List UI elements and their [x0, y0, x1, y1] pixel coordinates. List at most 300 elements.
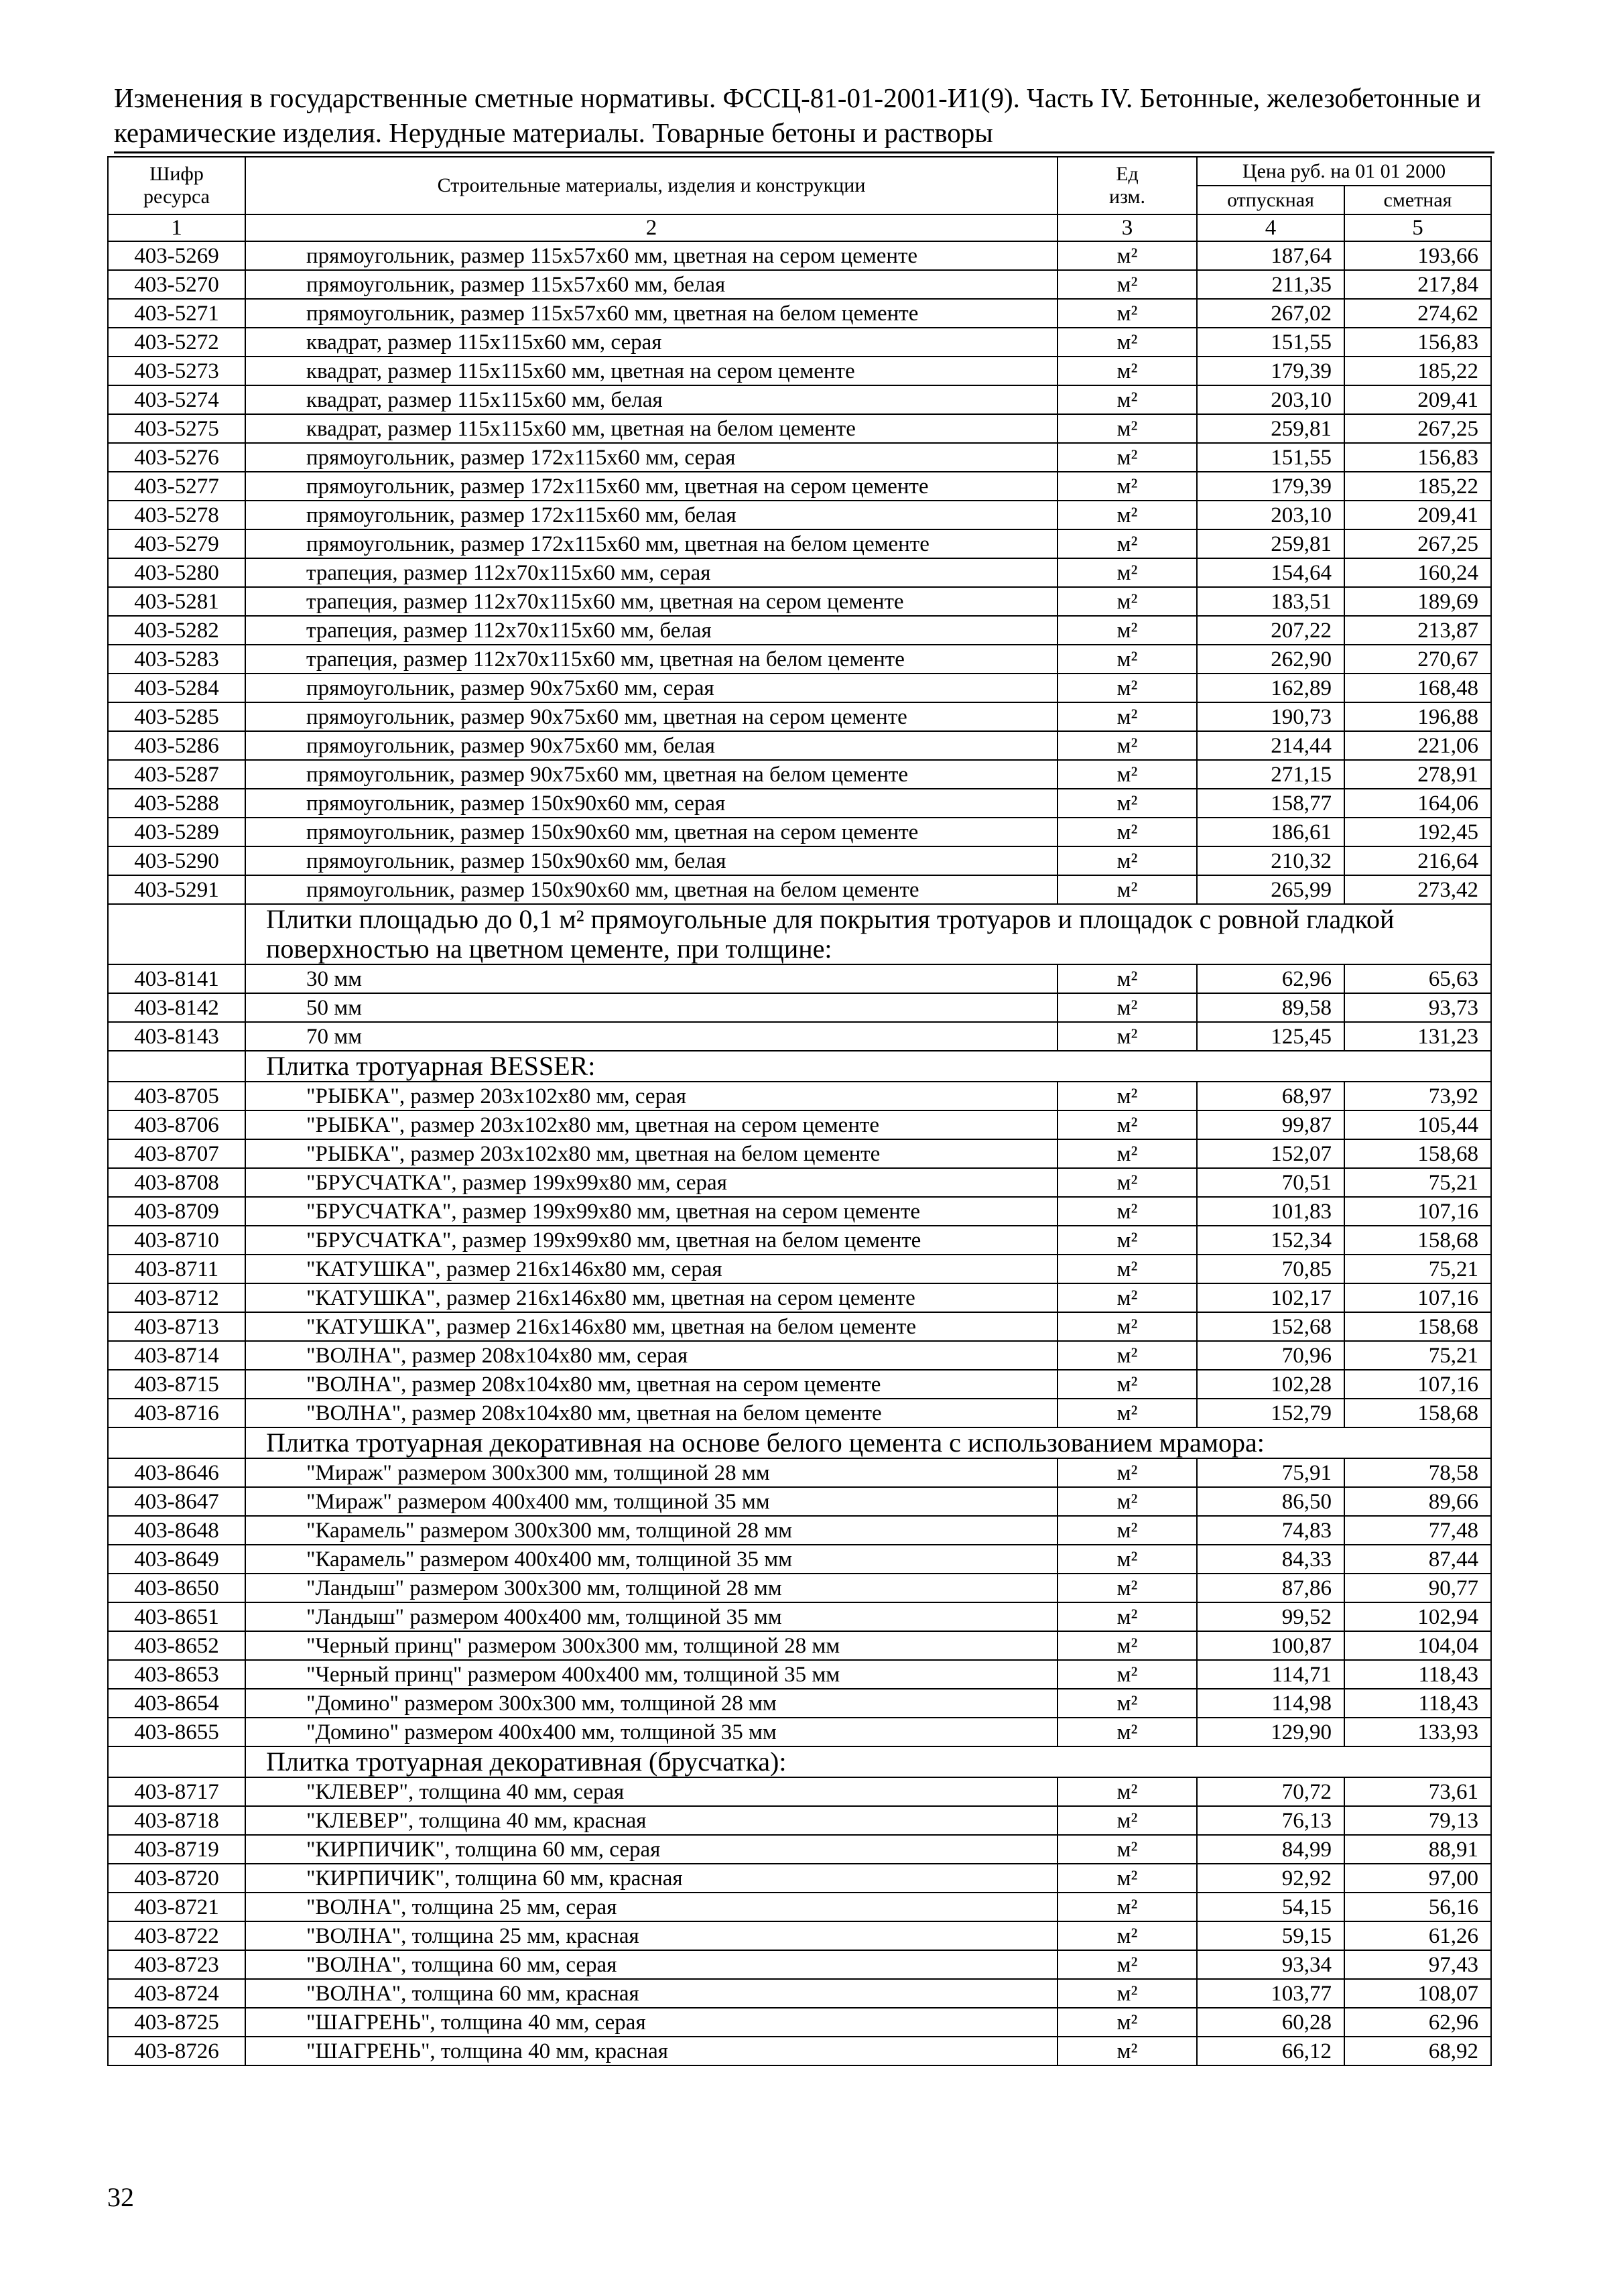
- unit-cell: м²: [1058, 731, 1197, 760]
- release-price-cell: 151,55: [1197, 328, 1344, 357]
- table-row: [108, 1835, 1491, 1864]
- unit-cell: м²: [1058, 558, 1197, 587]
- resource-code-cell: 403-5289: [108, 818, 245, 846]
- estimate-price-cell: 196,88: [1344, 702, 1491, 731]
- description-cell: прямоугольник, размер 150x90x60 мм, цветная на белом цементе: [245, 875, 1058, 904]
- unit-cell: м²: [1058, 1806, 1197, 1835]
- unit-cell: м²: [1058, 1950, 1197, 1979]
- estimate-price-cell: 189,69: [1344, 587, 1491, 616]
- unit-cell: м²: [1058, 1835, 1197, 1864]
- estimate-price-cell: 168,48: [1344, 674, 1491, 702]
- release-price-cell: 210,32: [1197, 846, 1344, 875]
- release-price-cell: 129,90: [1197, 1718, 1344, 1746]
- table-row: [108, 587, 1491, 616]
- table-row: [108, 616, 1491, 645]
- resource-code-cell: 403-8711: [108, 1255, 245, 1283]
- unit-cell: м²: [1058, 1341, 1197, 1370]
- release-price-cell: 271,15: [1197, 760, 1344, 789]
- unit-cell: м²: [1058, 674, 1197, 702]
- description-cell: "РЫБКА", размер 203x102x80 мм, цветная на белом цементе: [245, 1139, 1058, 1168]
- release-price-header: отпускная: [1197, 186, 1344, 214]
- resource-code-cell: 403-8655: [108, 1718, 245, 1746]
- description-cell: прямоугольник, размер 90x75x60 мм, цветная на белом цементе: [245, 760, 1058, 789]
- unit-column-header: Ед изм.: [1058, 157, 1197, 214]
- release-price-cell: 152,79: [1197, 1399, 1344, 1427]
- release-price-cell: 152,68: [1197, 1312, 1344, 1341]
- table-row: [108, 472, 1491, 501]
- estimate-price-cell: 267,25: [1344, 414, 1491, 443]
- table-row: [108, 241, 1491, 270]
- resource-code-cell: 403-5280: [108, 558, 245, 587]
- table-row: [108, 1341, 1491, 1370]
- resource-code-cell: 403-8719: [108, 1835, 245, 1864]
- release-price-cell: 70,85: [1197, 1255, 1344, 1283]
- unit-cell: м²: [1058, 299, 1197, 328]
- page-number: 32: [107, 2182, 134, 2212]
- description-cell: трапеция, размер 112x70x115x60 мм, цветная на сером цементе: [245, 587, 1058, 616]
- estimate-price-cell: 107,16: [1344, 1370, 1491, 1399]
- release-price-cell: 207,22: [1197, 616, 1344, 645]
- release-price-cell: 54,15: [1197, 1893, 1344, 1921]
- unit-cell: м²: [1058, 1487, 1197, 1516]
- resource-code-cell: 403-8654: [108, 1689, 245, 1718]
- description-cell: "ШАГРЕНЬ", толщина 40 мм, красная: [245, 2037, 1058, 2065]
- release-price-cell: 262,90: [1197, 645, 1344, 674]
- release-price-cell: 62,96: [1197, 964, 1344, 993]
- table-row: [108, 1168, 1491, 1197]
- estimate-price-cell: 88,91: [1344, 1835, 1491, 1864]
- description-cell: прямоугольник, размер 150x90x60 мм, серая: [245, 789, 1058, 818]
- release-price-cell: 152,07: [1197, 1139, 1344, 1168]
- resource-code-cell: 403-8724: [108, 1979, 245, 2008]
- description-cell: квадрат, размер 115x115x60 мм, цветная на сером цементе: [245, 357, 1058, 385]
- resource-code-cell: 403-5276: [108, 443, 245, 472]
- description-cell: "ВОЛНА", размер 208x104x80 мм, цветная на сером цементе: [245, 1370, 1058, 1399]
- resource-code-cell: 403-8712: [108, 1283, 245, 1312]
- table-row: [108, 964, 1491, 993]
- release-price-cell: 211,35: [1197, 270, 1344, 299]
- table-row: [108, 1139, 1491, 1168]
- section-row: [108, 1427, 1491, 1458]
- unit-cell: м²: [1058, 414, 1197, 443]
- release-price-cell: 259,81: [1197, 529, 1344, 558]
- estimate-price-cell: 216,64: [1344, 846, 1491, 875]
- estimate-price-cell: 73,92: [1344, 1082, 1491, 1110]
- table-row: [108, 501, 1491, 529]
- table-row: [108, 702, 1491, 731]
- resource-code-cell: 403-5284: [108, 674, 245, 702]
- description-cell: "Черный принц" размером 300x300 мм, толщиной 28 мм: [245, 1631, 1058, 1660]
- release-price-cell: 203,10: [1197, 501, 1344, 529]
- table-row: [108, 1545, 1491, 1574]
- unit-cell: м²: [1058, 443, 1197, 472]
- estimate-price-cell: 193,66: [1344, 241, 1491, 270]
- resource-code-cell: 403-5279: [108, 529, 245, 558]
- description-cell: прямоугольник, размер 90x75x60 мм, белая: [245, 731, 1058, 760]
- unit-cell: м²: [1058, 1312, 1197, 1341]
- resource-code-cell: 403-8725: [108, 2008, 245, 2037]
- unit-cell: м²: [1058, 1602, 1197, 1631]
- column-index: 2: [245, 214, 1058, 241]
- unit-cell: м²: [1058, 1283, 1197, 1312]
- resource-code-cell: 403-8707: [108, 1139, 245, 1168]
- release-price-cell: 259,81: [1197, 414, 1344, 443]
- release-price-cell: 203,10: [1197, 385, 1344, 414]
- table-row: [108, 1950, 1491, 1979]
- description-cell: прямоугольник, размер 172x115x60 мм, цветная на сером цементе: [245, 472, 1058, 501]
- resource-code-cell: 403-5278: [108, 501, 245, 529]
- resource-code-cell: 403-8649: [108, 1545, 245, 1574]
- unit-cell: м²: [1058, 1139, 1197, 1168]
- unit-cell: м²: [1058, 1516, 1197, 1545]
- estimate-price-cell: 209,41: [1344, 501, 1491, 529]
- unit-cell: м²: [1058, 587, 1197, 616]
- estimate-price-header: сметная: [1344, 186, 1491, 214]
- resource-code-cell: 403-8706: [108, 1110, 245, 1139]
- code-column-header: Шифр ресурса: [108, 157, 245, 214]
- unit-cell: м²: [1058, 1197, 1197, 1226]
- estimate-price-cell: 89,66: [1344, 1487, 1491, 1516]
- estimate-price-cell: 133,93: [1344, 1718, 1491, 1746]
- estimate-price-cell: 213,87: [1344, 616, 1491, 645]
- estimate-price-cell: 108,07: [1344, 1979, 1491, 2008]
- table-row: [108, 875, 1491, 904]
- release-price-cell: 70,96: [1197, 1341, 1344, 1370]
- table-row: [108, 1516, 1491, 1545]
- table-row: [108, 558, 1491, 587]
- resource-code-cell: 403-8721: [108, 1893, 245, 1921]
- description-cell: "Карамель" размером 300x300 мм, толщиной 28 мм: [245, 1516, 1058, 1545]
- description-cell: "Домино" размером 400x400 мм, толщиной 35 мм: [245, 1718, 1058, 1746]
- table-row: [108, 270, 1491, 299]
- table-row: [108, 1487, 1491, 1516]
- unit-cell: м²: [1058, 501, 1197, 529]
- resource-code-cell: 403-5274: [108, 385, 245, 414]
- estimate-price-cell: 75,21: [1344, 1341, 1491, 1370]
- column-index: 1: [108, 214, 245, 241]
- estimate-price-cell: 61,26: [1344, 1921, 1491, 1950]
- table-row: [108, 760, 1491, 789]
- description-cell: "БРУСЧАТКА", размер 199x99x80 мм, цветная на сером цементе: [245, 1197, 1058, 1226]
- release-price-cell: 89,58: [1197, 993, 1344, 1022]
- release-price-cell: 265,99: [1197, 875, 1344, 904]
- unit-cell: м²: [1058, 241, 1197, 270]
- resource-code-cell: 403-8708: [108, 1168, 245, 1197]
- estimate-price-cell: 65,63: [1344, 964, 1491, 993]
- estimate-price-cell: 93,73: [1344, 993, 1491, 1022]
- unit-cell: м²: [1058, 1864, 1197, 1893]
- description-cell: "КАТУШКА", размер 216x146x80 мм, цветная на сером цементе: [245, 1283, 1058, 1312]
- release-price-cell: 102,28: [1197, 1370, 1344, 1399]
- description-cell: "ШАГРЕНЬ", толщина 40 мм, серая: [245, 2008, 1058, 2037]
- release-price-cell: 267,02: [1197, 299, 1344, 328]
- resource-code-cell: 403-8648: [108, 1516, 245, 1545]
- release-price-cell: 114,71: [1197, 1660, 1344, 1689]
- description-cell: "РЫБКА", размер 203x102x80 мм, серая: [245, 1082, 1058, 1110]
- estimate-price-cell: 217,84: [1344, 270, 1491, 299]
- table-row: [108, 1197, 1491, 1226]
- column-index: 3: [1058, 214, 1197, 241]
- description-cell: 70 мм: [245, 1022, 1058, 1051]
- description-cell: "ВОЛНА", размер 208x104x80 мм, серая: [245, 1341, 1058, 1370]
- release-price-cell: 102,17: [1197, 1283, 1344, 1312]
- resource-code-cell: 403-5270: [108, 270, 245, 299]
- resource-code-cell: 403-8705: [108, 1082, 245, 1110]
- estimate-price-cell: 156,83: [1344, 328, 1491, 357]
- release-price-cell: 162,89: [1197, 674, 1344, 702]
- description-cell: прямоугольник, размер 150x90x60 мм, белая: [245, 846, 1058, 875]
- resource-code-cell: 403-8715: [108, 1370, 245, 1399]
- table-row: [108, 1806, 1491, 1835]
- description-cell: прямоугольник, размер 115x57x60 мм, белая: [245, 270, 1058, 299]
- description-cell: "КИРПИЧИК", толщина 60 мм, серая: [245, 1835, 1058, 1864]
- column-index: 5: [1344, 214, 1491, 241]
- description-cell: прямоугольник, размер 172x115x60 мм, серая: [245, 443, 1058, 472]
- resource-code-cell: 403-5288: [108, 789, 245, 818]
- resource-code-cell: 403-5272: [108, 328, 245, 357]
- unit-cell: м²: [1058, 1110, 1197, 1139]
- section-blank-cell: [108, 1051, 245, 1082]
- release-price-cell: 154,64: [1197, 558, 1344, 587]
- estimate-price-cell: 160,24: [1344, 558, 1491, 587]
- unit-cell: м²: [1058, 2037, 1197, 2065]
- unit-cell: м²: [1058, 2008, 1197, 2037]
- resource-code-cell: 403-5285: [108, 702, 245, 731]
- estimate-price-cell: 73,61: [1344, 1777, 1491, 1806]
- estimate-price-cell: 56,16: [1344, 1893, 1491, 1921]
- unit-cell: м²: [1058, 964, 1197, 993]
- description-cell: "ВОЛНА", размер 208x104x80 мм, цветная на белом цементе: [245, 1399, 1058, 1427]
- description-cell: трапеция, размер 112x70x115x60 мм, белая: [245, 616, 1058, 645]
- estimate-price-cell: 118,43: [1344, 1689, 1491, 1718]
- estimate-price-cell: 102,94: [1344, 1602, 1491, 1631]
- release-price-cell: 66,12: [1197, 2037, 1344, 2065]
- estimate-price-cell: 185,22: [1344, 472, 1491, 501]
- description-cell: "КАТУШКА", размер 216x146x80 мм, серая: [245, 1255, 1058, 1283]
- price-table: [107, 156, 1492, 2066]
- column-index: 4: [1197, 214, 1344, 241]
- description-cell: прямоугольник, размер 115x57x60 мм, цветная на белом цементе: [245, 299, 1058, 328]
- estimate-price-cell: 158,68: [1344, 1139, 1491, 1168]
- description-cell: "КЛЕВЕР", толщина 40 мм, красная: [245, 1806, 1058, 1835]
- resource-code-cell: 403-8646: [108, 1458, 245, 1487]
- description-cell: "Мираж" размером 300x300 мм, толщиной 28 мм: [245, 1458, 1058, 1487]
- description-cell: "Ландыш" размером 300x300 мм, толщиной 28 мм: [245, 1574, 1058, 1602]
- unit-cell: м²: [1058, 1022, 1197, 1051]
- description-cell: "Мираж" размером 400x400 мм, толщиной 35 мм: [245, 1487, 1058, 1516]
- estimate-price-cell: 77,48: [1344, 1516, 1491, 1545]
- release-price-cell: 84,33: [1197, 1545, 1344, 1574]
- resource-code-cell: 403-8143: [108, 1022, 245, 1051]
- release-price-cell: 186,61: [1197, 818, 1344, 846]
- resource-code-cell: 403-5291: [108, 875, 245, 904]
- estimate-price-cell: 97,43: [1344, 1950, 1491, 1979]
- table-row: [108, 1110, 1491, 1139]
- resource-code-cell: 403-8650: [108, 1574, 245, 1602]
- unit-cell: м²: [1058, 993, 1197, 1022]
- estimate-price-cell: 164,06: [1344, 789, 1491, 818]
- description-cell: "Карамель" размером 400x400 мм, толщиной 35 мм: [245, 1545, 1058, 1574]
- table-row: [108, 1660, 1491, 1689]
- resource-code-cell: 403-5273: [108, 357, 245, 385]
- estimate-price-cell: 158,68: [1344, 1312, 1491, 1341]
- release-price-cell: 92,92: [1197, 1864, 1344, 1893]
- release-price-cell: 101,83: [1197, 1197, 1344, 1226]
- unit-cell: м²: [1058, 1255, 1197, 1283]
- estimate-price-cell: 185,22: [1344, 357, 1491, 385]
- description-cell: прямоугольник, размер 150x90x60 мм, цветная на сером цементе: [245, 818, 1058, 846]
- unit-cell: м²: [1058, 875, 1197, 904]
- resource-code-cell: 403-8142: [108, 993, 245, 1022]
- release-price-cell: 103,77: [1197, 1979, 1344, 2008]
- resource-code-cell: 403-5287: [108, 760, 245, 789]
- description-cell: трапеция, размер 112x70x115x60 мм, цветная на белом цементе: [245, 645, 1058, 674]
- release-price-cell: 179,39: [1197, 472, 1344, 501]
- estimate-price-cell: 62,96: [1344, 2008, 1491, 2037]
- description-cell: "КАТУШКА", размер 216x146x80 мм, цветная на белом цементе: [245, 1312, 1058, 1341]
- table-row: [108, 645, 1491, 674]
- estimate-price-cell: 75,21: [1344, 1168, 1491, 1197]
- unit-cell: м²: [1058, 1689, 1197, 1718]
- price-column-header: Цена руб. на 01 01 2000: [1197, 157, 1491, 186]
- unit-cell: м²: [1058, 270, 1197, 299]
- description-cell: "БРУСЧАТКА", размер 199x99x80 мм, серая: [245, 1168, 1058, 1197]
- resource-code-cell: 403-5290: [108, 846, 245, 875]
- unit-cell: м²: [1058, 760, 1197, 789]
- table-row: [108, 731, 1491, 760]
- estimate-price-cell: 87,44: [1344, 1545, 1491, 1574]
- release-price-cell: 151,55: [1197, 443, 1344, 472]
- estimate-price-cell: 68,92: [1344, 2037, 1491, 2065]
- table-row: [108, 1574, 1491, 1602]
- section-blank-cell: [108, 904, 245, 964]
- table-row: [108, 846, 1491, 875]
- estimate-price-cell: 158,68: [1344, 1226, 1491, 1255]
- description-cell: "Черный принц" размером 400x400 мм, толщиной 35 мм: [245, 1660, 1058, 1689]
- table-row: [108, 1602, 1491, 1631]
- unit-cell: м²: [1058, 385, 1197, 414]
- release-price-cell: 74,83: [1197, 1516, 1344, 1545]
- release-price-cell: 93,34: [1197, 1950, 1344, 1979]
- unit-cell: м²: [1058, 1921, 1197, 1950]
- section-row: [108, 1746, 1491, 1777]
- release-price-cell: 99,52: [1197, 1602, 1344, 1631]
- table-row: [108, 1979, 1491, 2008]
- description-cell: "РЫБКА", размер 203x102x80 мм, цветная на сером цементе: [245, 1110, 1058, 1139]
- table-row: [108, 1458, 1491, 1487]
- table-row: [108, 2008, 1491, 2037]
- section-title: Плитка тротуарная декоративная (брусчатка):: [245, 1746, 1491, 1777]
- unit-cell: м²: [1058, 529, 1197, 558]
- page-header: Изменения в государственные сметные нормативы. ФССЦ-81-01-2001-И1(9). Часть IV. Бетонные, железобетонные и керамические изделия. Нерудные материалы. Товарные бетоны и растворы: [114, 82, 1482, 148]
- estimate-price-cell: 278,91: [1344, 760, 1491, 789]
- table-row: [108, 789, 1491, 818]
- estimate-price-cell: 97,00: [1344, 1864, 1491, 1893]
- estimate-price-cell: 273,42: [1344, 875, 1491, 904]
- table-row: [108, 1718, 1491, 1746]
- section-title: Плитки площадью до 0,1 м² прямоугольные для покрытия тротуаров и площадок с ровной гладкой поверхностью на цветном цементе, при толщине:: [245, 904, 1491, 964]
- table-row: [108, 1631, 1491, 1660]
- table-header-row: [108, 157, 1491, 186]
- release-price-cell: 70,51: [1197, 1168, 1344, 1197]
- estimate-price-cell: 270,67: [1344, 645, 1491, 674]
- estimate-price-cell: 90,77: [1344, 1574, 1491, 1602]
- estimate-price-cell: 192,45: [1344, 818, 1491, 846]
- description-cell: "КЛЕВЕР", толщина 40 мм, серая: [245, 1777, 1058, 1806]
- description-cell: 30 мм: [245, 964, 1058, 993]
- table-row: [108, 414, 1491, 443]
- description-cell: прямоугольник, размер 172x115x60 мм, белая: [245, 501, 1058, 529]
- resource-code-cell: 403-5275: [108, 414, 245, 443]
- table-row: [108, 1921, 1491, 1950]
- table-row: [108, 443, 1491, 472]
- section-title: Плитка тротуарная декоративная на основе белого цемента с использованием мрамора:: [245, 1427, 1491, 1458]
- resource-code-cell: 403-5269: [108, 241, 245, 270]
- resource-code-cell: 403-5277: [108, 472, 245, 501]
- table-row: [108, 2037, 1491, 2065]
- estimate-price-cell: 107,16: [1344, 1197, 1491, 1226]
- release-price-cell: 100,87: [1197, 1631, 1344, 1660]
- unit-cell: м²: [1058, 616, 1197, 645]
- table-row: [108, 1082, 1491, 1110]
- unit-cell: м²: [1058, 645, 1197, 674]
- table-row: [108, 818, 1491, 846]
- column-index-row: [108, 214, 1491, 241]
- unit-cell: м²: [1058, 789, 1197, 818]
- estimate-price-cell: 105,44: [1344, 1110, 1491, 1139]
- resource-code-cell: 403-8710: [108, 1226, 245, 1255]
- resource-code-cell: 403-5283: [108, 645, 245, 674]
- release-price-cell: 59,15: [1197, 1921, 1344, 1950]
- resource-code-cell: 403-8709: [108, 1197, 245, 1226]
- resource-code-cell: 403-8720: [108, 1864, 245, 1893]
- resource-code-cell: 403-8713: [108, 1312, 245, 1341]
- estimate-price-cell: 221,06: [1344, 731, 1491, 760]
- release-price-cell: 158,77: [1197, 789, 1344, 818]
- description-cell: "Домино" размером 300x300 мм, толщиной 28 мм: [245, 1689, 1058, 1718]
- unit-cell: м²: [1058, 1660, 1197, 1689]
- table-row: [108, 328, 1491, 357]
- estimate-price-cell: 118,43: [1344, 1660, 1491, 1689]
- unit-cell: м²: [1058, 1574, 1197, 1602]
- estimate-price-cell: 75,21: [1344, 1255, 1491, 1283]
- estimate-price-cell: 209,41: [1344, 385, 1491, 414]
- table-row: [108, 1312, 1491, 1341]
- resource-code-cell: 403-5281: [108, 587, 245, 616]
- release-price-cell: 179,39: [1197, 357, 1344, 385]
- release-price-cell: 75,91: [1197, 1458, 1344, 1487]
- release-price-cell: 99,87: [1197, 1110, 1344, 1139]
- table-row: [108, 1255, 1491, 1283]
- description-column-header: Строительные материалы, изделия и конструкции: [245, 157, 1058, 214]
- description-cell: прямоугольник, размер 172x115x60 мм, цветная на белом цементе: [245, 529, 1058, 558]
- unit-cell: м²: [1058, 702, 1197, 731]
- estimate-price-cell: 274,62: [1344, 299, 1491, 328]
- release-price-cell: 87,86: [1197, 1574, 1344, 1602]
- description-cell: прямоугольник, размер 115x57x60 мм, цветная на сером цементе: [245, 241, 1058, 270]
- unit-cell: м²: [1058, 818, 1197, 846]
- description-cell: "Ландыш" размером 400x400 мм, толщиной 35 мм: [245, 1602, 1058, 1631]
- section-row: [108, 1051, 1491, 1082]
- unit-cell: м²: [1058, 1545, 1197, 1574]
- table-row: [108, 1283, 1491, 1312]
- unit-cell: м²: [1058, 1370, 1197, 1399]
- unit-cell: м²: [1058, 357, 1197, 385]
- section-blank-cell: [108, 1427, 245, 1458]
- release-price-cell: 76,13: [1197, 1806, 1344, 1835]
- table-row: [108, 357, 1491, 385]
- section-title: Плитка тротуарная BESSER:: [245, 1051, 1491, 1082]
